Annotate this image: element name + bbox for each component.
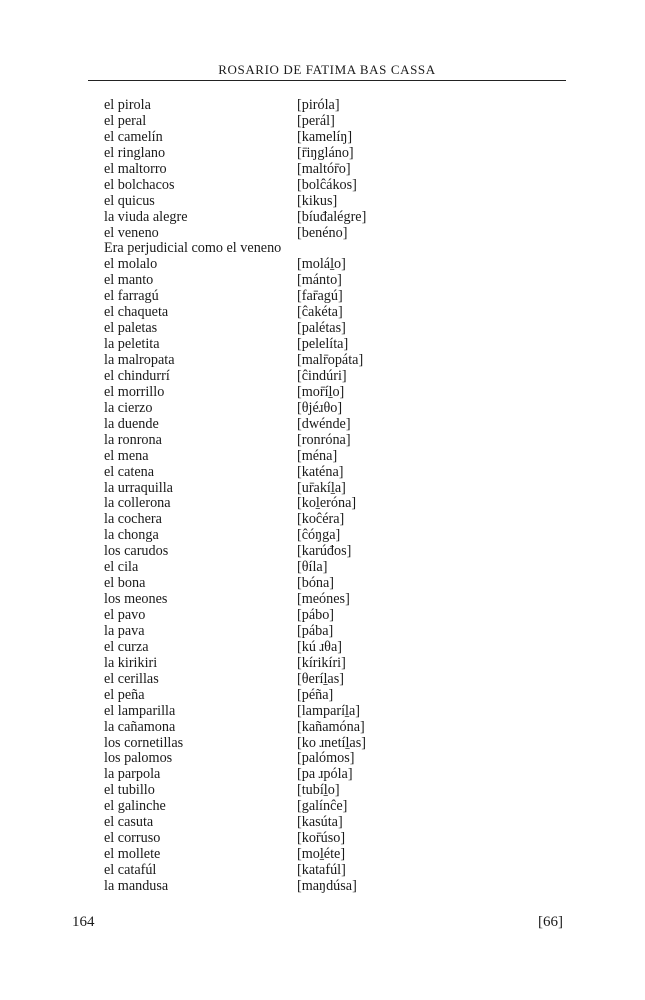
- vocabulary-entry: [0, 831, 645, 847]
- entry-transcription: [meónes]: [297, 591, 350, 608]
- vocabulary-entry: [0, 544, 645, 560]
- entry-transcription: [kikus]: [297, 192, 338, 209]
- entry-transcription: [katéna]: [297, 463, 344, 480]
- entry-word: el tubillo: [104, 782, 155, 799]
- entry-word: la collerona: [104, 495, 171, 512]
- vocabulary-entry: [0, 114, 645, 130]
- entry-transcription: [moláḻo]: [297, 256, 346, 273]
- entry-word: el morrillo: [104, 383, 165, 400]
- entry-transcription: [kor̄úso]: [297, 830, 346, 847]
- vocabulary-entry: [0, 608, 645, 624]
- entry-transcription: [palómos]: [297, 750, 355, 767]
- vocabulary-entry: [0, 178, 645, 194]
- entry-word: el bona: [104, 575, 146, 592]
- entry-transcription: [pelelíta]: [297, 336, 349, 353]
- entry-transcription: [katafúl]: [297, 862, 346, 878]
- vocabulary-entry: [0, 194, 645, 210]
- entry-transcription: [r̄iŋgláno]: [297, 144, 354, 161]
- entry-word: el lamparilla: [104, 702, 176, 719]
- vocabulary-entry: [0, 751, 645, 767]
- vocabulary-entry: [0, 353, 645, 369]
- entry-word: el curza: [104, 638, 149, 655]
- entry-transcription: [malr̄opáta]: [297, 352, 364, 368]
- entry-word: el maltorro: [104, 160, 167, 177]
- entry-transcription: [ĉindúri]: [297, 367, 347, 384]
- entry-transcription: [kírikíri]: [297, 654, 346, 671]
- vocabulary-entry: [0, 321, 645, 337]
- entry-word: Era perjudicial como el veneno: [104, 240, 282, 257]
- vocabulary-entry: [0, 369, 645, 385]
- vocabulary-entry: [0, 401, 645, 417]
- entry-word: la cierzo: [104, 399, 153, 416]
- entry-transcription: [tubíḻo]: [297, 782, 340, 799]
- vocabulary-entry: [0, 273, 645, 289]
- vocabulary-entry: [0, 481, 645, 497]
- entry-transcription: [kamelíŋ]: [297, 128, 353, 145]
- entry-transcription: [kañamóna]: [297, 718, 365, 735]
- vocabulary-entry: [0, 210, 645, 226]
- entry-transcription: [ĉakéta]: [297, 304, 343, 321]
- entry-transcription: [perál]: [297, 112, 335, 129]
- vocabulary-entry: [0, 433, 645, 449]
- entry-transcription: [ronróna]: [297, 431, 351, 448]
- entry-word: la cochera: [104, 511, 162, 528]
- vocabulary-entry: [0, 656, 645, 672]
- entry-word: el cerillas: [104, 670, 159, 687]
- entry-word: el cila: [104, 559, 139, 576]
- entry-transcription: [maŋdúsa]: [297, 877, 357, 894]
- entry-word: la ronrona: [104, 431, 162, 448]
- entry-word: los palomos: [104, 750, 173, 767]
- entry-word: el farragú: [104, 288, 159, 305]
- vocabulary-entry: [0, 305, 645, 321]
- vocabulary-list: [0, 98, 645, 895]
- entry-transcription: [karúđos]: [297, 543, 352, 560]
- vocabulary-entry: [0, 863, 645, 879]
- entry-word: el catafúl: [104, 862, 157, 878]
- entry-word: el casuta: [104, 814, 154, 831]
- header-rule: [88, 80, 566, 81]
- entry-transcription: [θjéɹθo]: [297, 399, 343, 416]
- entry-word: el catena: [104, 463, 155, 480]
- entry-transcription: [ur̄akíḻa]: [297, 479, 346, 496]
- vocabulary-entry: [0, 385, 645, 401]
- entry-word: el bolchacos: [104, 176, 175, 193]
- vocabulary-entry: [0, 98, 645, 114]
- vocabulary-entry: [0, 512, 645, 528]
- vocabulary-entry: [0, 879, 645, 895]
- entry-transcription: [bíuđalégre]: [297, 208, 367, 225]
- entry-transcription: [pa ɹpóla]: [297, 766, 353, 783]
- vocabulary-entry: [0, 496, 645, 512]
- entry-transcription: [péña]: [297, 686, 334, 703]
- entry-word: los meones: [104, 591, 168, 608]
- entry-transcription: [pába]: [297, 622, 334, 639]
- entry-word: los cornetillas: [104, 734, 184, 751]
- entry-transcription: [pábo]: [297, 607, 335, 623]
- vocabulary-entry: [0, 624, 645, 640]
- entry-transcription: [koḻeróna]: [297, 495, 357, 512]
- entry-word: el chindurrí: [104, 367, 170, 384]
- vocabulary-entry: [0, 226, 645, 242]
- entry-transcription: [lamparíḻa]: [297, 702, 361, 719]
- vocabulary-entry: [0, 130, 645, 146]
- entry-word: la pava: [104, 622, 145, 639]
- entry-word: el manto: [104, 272, 154, 289]
- vocabulary-entry: [0, 576, 645, 592]
- entry-word: la chonga: [104, 527, 159, 544]
- entry-transcription: [bóna]: [297, 575, 335, 592]
- entry-transcription: [far̄agú]: [297, 288, 343, 305]
- entry-transcription: [kú ɹθa]: [297, 638, 343, 655]
- vocabulary-entry: [0, 449, 645, 465]
- vocabulary-entry: [0, 162, 645, 178]
- entry-word: la parpola: [104, 766, 161, 783]
- entry-word: el pavo: [104, 607, 146, 623]
- vocabulary-entry: [0, 592, 645, 608]
- entry-word: el ringlano: [104, 144, 166, 161]
- entry-word: el corruso: [104, 830, 161, 847]
- entry-transcription: [moḻéte]: [297, 846, 346, 863]
- entry-word: el chaqueta: [104, 304, 169, 321]
- entry-transcription: [ména]: [297, 447, 338, 464]
- entry-transcription: [koĉéra]: [297, 511, 345, 528]
- page-number: 164: [72, 914, 95, 930]
- vocabulary-entry: [0, 847, 645, 863]
- entry-word: el galinche: [104, 798, 166, 815]
- vocabulary-entry: [0, 815, 645, 831]
- entry-transcription: [piróla]: [297, 97, 340, 113]
- entry-word: el paletas: [104, 320, 158, 337]
- entry-word: la duende: [104, 415, 159, 432]
- example-sentence: [0, 241, 645, 257]
- vocabulary-entry: [0, 528, 645, 544]
- vocabulary-entry: [0, 257, 645, 273]
- entry-transcription: [mor̄íḻo]: [297, 383, 345, 400]
- vocabulary-entry: [0, 720, 645, 736]
- entry-transcription: [θíla]: [297, 559, 328, 576]
- entry-transcription: [θeríḻas]: [297, 670, 344, 687]
- vocabulary-entry: [0, 640, 645, 656]
- vocabulary-entry: [0, 560, 645, 576]
- entry-transcription: [kasúta]: [297, 814, 343, 831]
- entry-transcription: [galínĉe]: [297, 798, 348, 815]
- vocabulary-entry: [0, 704, 645, 720]
- vocabulary-entry: [0, 289, 645, 305]
- entry-word: la urraquilla: [104, 479, 173, 496]
- vocabulary-entry: [0, 337, 645, 353]
- entry-transcription: [ĉóŋga]: [297, 527, 341, 544]
- entry-word: el mollete: [104, 846, 161, 863]
- entry-transcription: [benéno]: [297, 224, 348, 241]
- vocabulary-entry: [0, 417, 645, 433]
- vocabulary-entry: [0, 767, 645, 783]
- vocabulary-entry: [0, 672, 645, 688]
- entry-word: el mena: [104, 447, 149, 464]
- entry-word: el pirola: [104, 97, 151, 113]
- entry-word: los carudos: [104, 543, 169, 560]
- entry-word: la cañamona: [104, 718, 176, 735]
- entry-word: la viuda alegre: [104, 208, 188, 225]
- vocabulary-entry: [0, 799, 645, 815]
- vocabulary-entry: [0, 465, 645, 481]
- original-page-ref: [66]: [538, 914, 563, 930]
- vocabulary-entry: [0, 736, 645, 752]
- entry-word: la malropata: [104, 352, 175, 368]
- entry-word: el molalo: [104, 256, 158, 273]
- running-title: ROSARIO DE FATIMA BAS CASSA: [218, 62, 436, 77]
- entry-transcription: [dwénde]: [297, 415, 351, 432]
- vocabulary-entry: [0, 688, 645, 704]
- entry-word: el peral: [104, 112, 147, 129]
- entry-word: el peña: [104, 686, 145, 703]
- entry-transcription: [mánto]: [297, 272, 342, 289]
- entry-word: la kirikiri: [104, 654, 158, 671]
- entry-word: la mandusa: [104, 877, 169, 894]
- vocabulary-entry: [0, 146, 645, 162]
- entry-transcription: [maltór̄o]: [297, 160, 351, 177]
- entry-word: el quicus: [104, 192, 155, 209]
- entry-word: la peletita: [104, 336, 160, 353]
- entry-transcription: [ko ɹnetíḻas]: [297, 734, 366, 751]
- entry-transcription: [palétas]: [297, 320, 346, 337]
- entry-word: el veneno: [104, 224, 159, 241]
- entry-transcription: [bolĉákos]: [297, 176, 357, 193]
- entry-word: el camelín: [104, 128, 163, 145]
- vocabulary-entry: [0, 783, 645, 799]
